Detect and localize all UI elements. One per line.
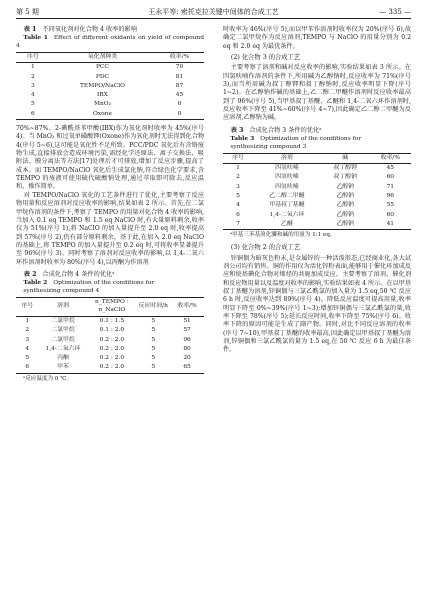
table-cell: PCC <box>95 64 109 71</box>
table-header-cell: 溶剂 <box>281 154 293 161</box>
table-cell: 5 <box>31 101 35 108</box>
table-cell: 87 <box>175 82 184 89</box>
table-cell: 0.2 : 2.0 <box>99 336 125 343</box>
table-cell: 4 <box>25 345 30 352</box>
table-cell: 叔丁醇钾 <box>333 165 357 172</box>
table-header-cell: 收率/% <box>177 303 197 310</box>
table-2 <box>16 271 204 383</box>
table-3-grid <box>223 153 411 230</box>
table-header-cell: 收率/% <box>380 154 400 161</box>
table-row <box>16 73 204 82</box>
page-number: — 335 — <box>379 8 411 16</box>
table-cell: 57 <box>183 327 191 334</box>
table-row <box>223 173 411 182</box>
table-cell: 2 <box>236 174 240 181</box>
table-cell: 乙醇钠 <box>336 202 355 209</box>
table-1-grid <box>16 52 204 120</box>
table-cell: 3 <box>236 183 240 190</box>
table-row <box>223 183 411 192</box>
running-header <box>16 6 411 19</box>
table-3-footnote: ᵃ甲基三苯基溴化膦和碱的用量为 1:1 eq。 <box>230 232 336 239</box>
table-cell: 乙醇钠 <box>336 211 355 218</box>
table-2-caption-en: Table 2 Optimization of the conditions for <box>23 278 155 286</box>
paragraph: 时收率为 46%(序号 5),而以甲苯作溶剂时收率仅为 20%(序号 6),故确定二氯甲烷作为反应溶剂,TEMPO 与 NaClO 的用量分别为 0.2 eq 和 2.0 eq 为最优条件。 <box>223 26 411 50</box>
table-cell: MnO₂ <box>93 101 111 108</box>
table-cell: 4 <box>236 202 240 209</box>
table-row <box>16 63 204 73</box>
table-row <box>223 211 411 220</box>
table-row <box>16 326 204 335</box>
paragraph: 对 TEMPO/NaClO 氧化的工艺条件进行了优化,主要考察了反应物用量和反应溶剂对反应收率的影响,结果如表 2 所示。首先,在二氯甲烷作溶剂的条件下,考察了 TEMPO 的用量对化合物 4 收率的影响,当加入 0.1 eq TEMPO 和 1.5 eq NaClO 时,有大量原料剩余,收率仅为 51%(序号 1),将 NaClO 的加入量提升至 2.0 eq 时,收率提高到 57%(序号 2),仍有部分原料剩余。基于此,在加入 2.0 eq NaClO 的基础上,将 TEMPO 的加入量提升至 0.2 eq 时,可将收率显著提升至 96%(序号 3)。同时考察了溶剂对反应收率的影响,以 1,4-二氧六环作溶剂时收率为 80%(序号 4),以丙酮为作溶剂 <box>16 191 204 266</box>
table-row <box>223 201 411 210</box>
table-cell: 65 <box>183 364 191 371</box>
table-row <box>16 363 204 373</box>
table-cell: 乙二醇二甲醚 <box>269 192 305 199</box>
table-cell: PDC <box>95 73 110 80</box>
table-cell: 5 <box>25 355 30 362</box>
table-cell: 1 <box>236 165 240 172</box>
table-cell: 60 <box>386 211 395 218</box>
table-2-grid <box>16 297 204 374</box>
table-cell: 55 <box>386 202 395 209</box>
table-header-row <box>16 297 204 316</box>
table-cell: 41 <box>386 220 395 227</box>
table-cell: 81 <box>175 73 184 80</box>
table-cell: 0 <box>177 110 182 117</box>
table-cell: 1 <box>25 317 30 324</box>
table-3-caption-en: Table 3 Optimization of the conditions for <box>230 134 362 142</box>
table-cell: 0.2 : 2.0 <box>99 345 125 352</box>
table-cell: 6 <box>25 364 30 371</box>
table-header-cell: 序号 <box>232 154 244 161</box>
table-row <box>16 100 204 109</box>
table-cell: 乙醇钠 <box>336 192 355 199</box>
table-cell: 0.2 : 2.0 <box>99 355 125 362</box>
table-header-row <box>223 153 411 163</box>
table-row <box>16 316 204 326</box>
table-1-caption-en: Table 1 Effect of different oxidants on yield of compound 4 <box>16 34 204 49</box>
table-cell: 6 <box>236 211 240 218</box>
table-cell: 20 <box>183 355 191 362</box>
section-heading: (2) 化合物 3 的合成工艺 <box>230 54 301 62</box>
table-cell: 四氢呋喃 <box>275 165 299 172</box>
table-cell: 5 <box>151 327 156 334</box>
table-cell: IBX <box>97 92 108 99</box>
table-cell: 2 <box>25 327 30 334</box>
left-column <box>16 26 204 388</box>
table-cell: 45 <box>175 92 184 99</box>
table-cell: 3 <box>25 336 30 343</box>
table-cell: 0 <box>177 101 182 108</box>
table-cell: 1 <box>31 64 35 71</box>
table-cell: 0.1 : 1.5 <box>99 317 125 324</box>
table-header-cell: n_TEMPO : n_NaClO <box>95 299 129 313</box>
table-cell: 乙醚 <box>281 220 293 227</box>
issue-number: 第 5 期 <box>16 8 39 16</box>
table-cell: 2 <box>31 73 35 80</box>
table-header-cell: 氧化剂种类 <box>87 54 118 60</box>
paragraph: 锌铜偶为暗灰色粉末,是金属锌的一种活泼形态,已经商业化,各大试剂公司均有销售。铜的作用仅为活化锌粉表面,能够用于催化环加成反应和烷基碘化合物对烯烃的共轭加成反应。主要考察了溶剂、催化剂和反应物用量以及温度对收率的影响,实验结果如表 4 所示。在以甲基叔丁基醚为溶剂,锌铜偶与三氯乙酰氯的加入量为 1.5 eq,50 ℃ 反应 6 h 时,反应收率达到 89%(序号 4)。降低反应温度可提高用量,收率明显下降至 0%~39%(序号 1~3);增加锌铜偶与三氯乙酰氯的量,收率下降至 78%(序号 5);延长反应时间,收率下降至 75%(序号 6)。收率下降的原因可能是生成了副产物。同时,对比不同反应溶剂的收率(序号 7~10),甲基叔丁基醚的收率最高,因此确定以甲基叔丁基醚为溶剂,锌铜偶和三氯乙酰氯的量为 1.5 eq,在 50 ℃ 反应 6 h 为最佳条件。 <box>223 254 411 354</box>
table-cell: 四氢呋喃 <box>275 183 299 190</box>
table-cell: 乙醇钠 <box>336 220 355 227</box>
article-running-title: 王永平等: 索托克拉关键中间体的合成工艺 <box>148 8 279 16</box>
table-cell: 5 <box>151 355 156 362</box>
table-cell: 96 <box>183 336 191 343</box>
table-cell: 5 <box>236 192 240 199</box>
table-cell: 60 <box>386 174 395 181</box>
table-3-caption-zh: 表 3 合成化合物 3 条件的优化ᵃ <box>230 126 322 134</box>
table-cell: 3 <box>31 82 35 89</box>
table-row <box>16 82 204 91</box>
section-heading: (3) 化合物 2 的合成工艺 <box>230 244 301 252</box>
table-cell: 7 <box>236 220 240 227</box>
table-cell: 5 <box>151 345 156 352</box>
table-cell: 1,4-二氧六环 <box>45 345 81 352</box>
table-header-row <box>16 53 204 63</box>
table-cell: 二氯甲烷 <box>51 317 75 324</box>
table-cell: 5 <box>151 317 156 324</box>
table-row <box>16 336 204 345</box>
table-cell: 51 <box>183 317 191 324</box>
table-row <box>223 192 411 201</box>
table-cell: 丙酮 <box>57 355 69 362</box>
table-cell: TEMPO/NaClO <box>80 82 125 89</box>
table-cell: 5 <box>151 336 156 343</box>
right-column <box>223 26 411 355</box>
table-row <box>16 345 204 354</box>
table-cell: 二氯甲烷 <box>51 336 75 343</box>
table-header-cell: 溶剂 <box>57 303 69 310</box>
table-cell: 叔丁醇钠 <box>333 174 357 181</box>
table-cell: 5 <box>151 364 156 371</box>
table-row <box>223 220 411 230</box>
table-header-cell: 碱 <box>342 154 349 161</box>
table-cell: 乙醇钠 <box>336 183 355 190</box>
paragraph: 主要考察了溶剂和碱对反应收率的影响,实验结果如表 3 所示。在四氢呋喃作溶剂的条件下,所用碱为乙醇钠时,反应收率为 71%(序号 3),而当所用碱为叔丁醇钾和叔丁醇钠时,反应收率明显下降(序号 1~2)。在乙醇钠作碱的基础上,乙二醇二甲醚作溶剂时反应收率最高到了 96%(序号 5),当甲基叔丁基醚、乙醚和 1,4-二氧六环作溶剂时,反应收率下降至 41%~60%(序号 4~7),因此确定乙二醇二甲醚为反应溶剂,乙醇钠为碱。 <box>223 64 411 122</box>
table-cell: 甲基叔丁基醚 <box>269 202 305 209</box>
table-cell: 70 <box>175 64 184 71</box>
table-header-cell: 反应时间/h <box>138 303 168 310</box>
table-cell: 80 <box>183 345 191 352</box>
table-cell: 1,4-二氧六环 <box>269 211 305 218</box>
table-row <box>223 164 411 174</box>
table-cell: 45 <box>386 165 395 172</box>
table-header-cell: 序号 <box>27 54 39 60</box>
table-cell: 0.1 : 2.0 <box>99 327 125 334</box>
table-header-cell: 序号 <box>21 303 34 310</box>
table-row <box>16 354 204 363</box>
table-header-cell: 收率/% <box>169 54 190 60</box>
table-2-footnote: ᵃ反应温度为 0 ℃。 <box>23 375 73 382</box>
table-row <box>16 91 204 100</box>
table-cell: 96 <box>386 192 395 199</box>
table-cell: 甲苯 <box>57 364 69 371</box>
table-cell: 二氯甲烷 <box>51 327 75 334</box>
table-cell: 6 <box>31 110 35 117</box>
table-3-caption-en-line2: synthesizing compound 3 <box>230 143 307 150</box>
table-cell: 四氢呋喃 <box>275 174 299 181</box>
table-1-caption-zh: 表 1 不同氧化剂对化合物 4 收率的影响 <box>23 26 137 33</box>
table-3 <box>223 127 411 239</box>
table-cell: 4 <box>31 92 35 99</box>
table-cell: 0.2 : 2.0 <box>99 364 125 371</box>
table-row <box>16 110 204 120</box>
table-1 <box>16 26 204 120</box>
table-2-caption-en-line2: synthesizing compound 4 <box>23 287 100 294</box>
paragraph: 70%~87%。2-碘酰基苯甲酸(IBX)作为氧化剂时收率为 45%(序号 4)。当 MnO₂ 和过氧单磺酸钾(Oxone)作为氧化剂时无法得到化合物 4(序号 5~6),这可能是氧化性不足所致。PCC/PDC 氧化后有含铬废物生成,直接排放会造成环境污染,需经化学还原法、离子交换法、吸附法、膜分离法等方法[17]处理后才可排放,增加了反应步骤,提高了成本。而 TEMPO/NaClO 氧化后生成氯化钠,符合绿色化学要求,含 TEMPO 的废液可使用硫代硫酸钠处理,通过萃取即可除去,反应温和、操作简单。 <box>16 125 204 191</box>
table-cell: Oxone <box>92 110 112 117</box>
table-2-caption-zh: 表 2 合成化合物 4 条件的优化ᵃ <box>23 270 115 278</box>
table-cell: 71 <box>386 183 395 190</box>
